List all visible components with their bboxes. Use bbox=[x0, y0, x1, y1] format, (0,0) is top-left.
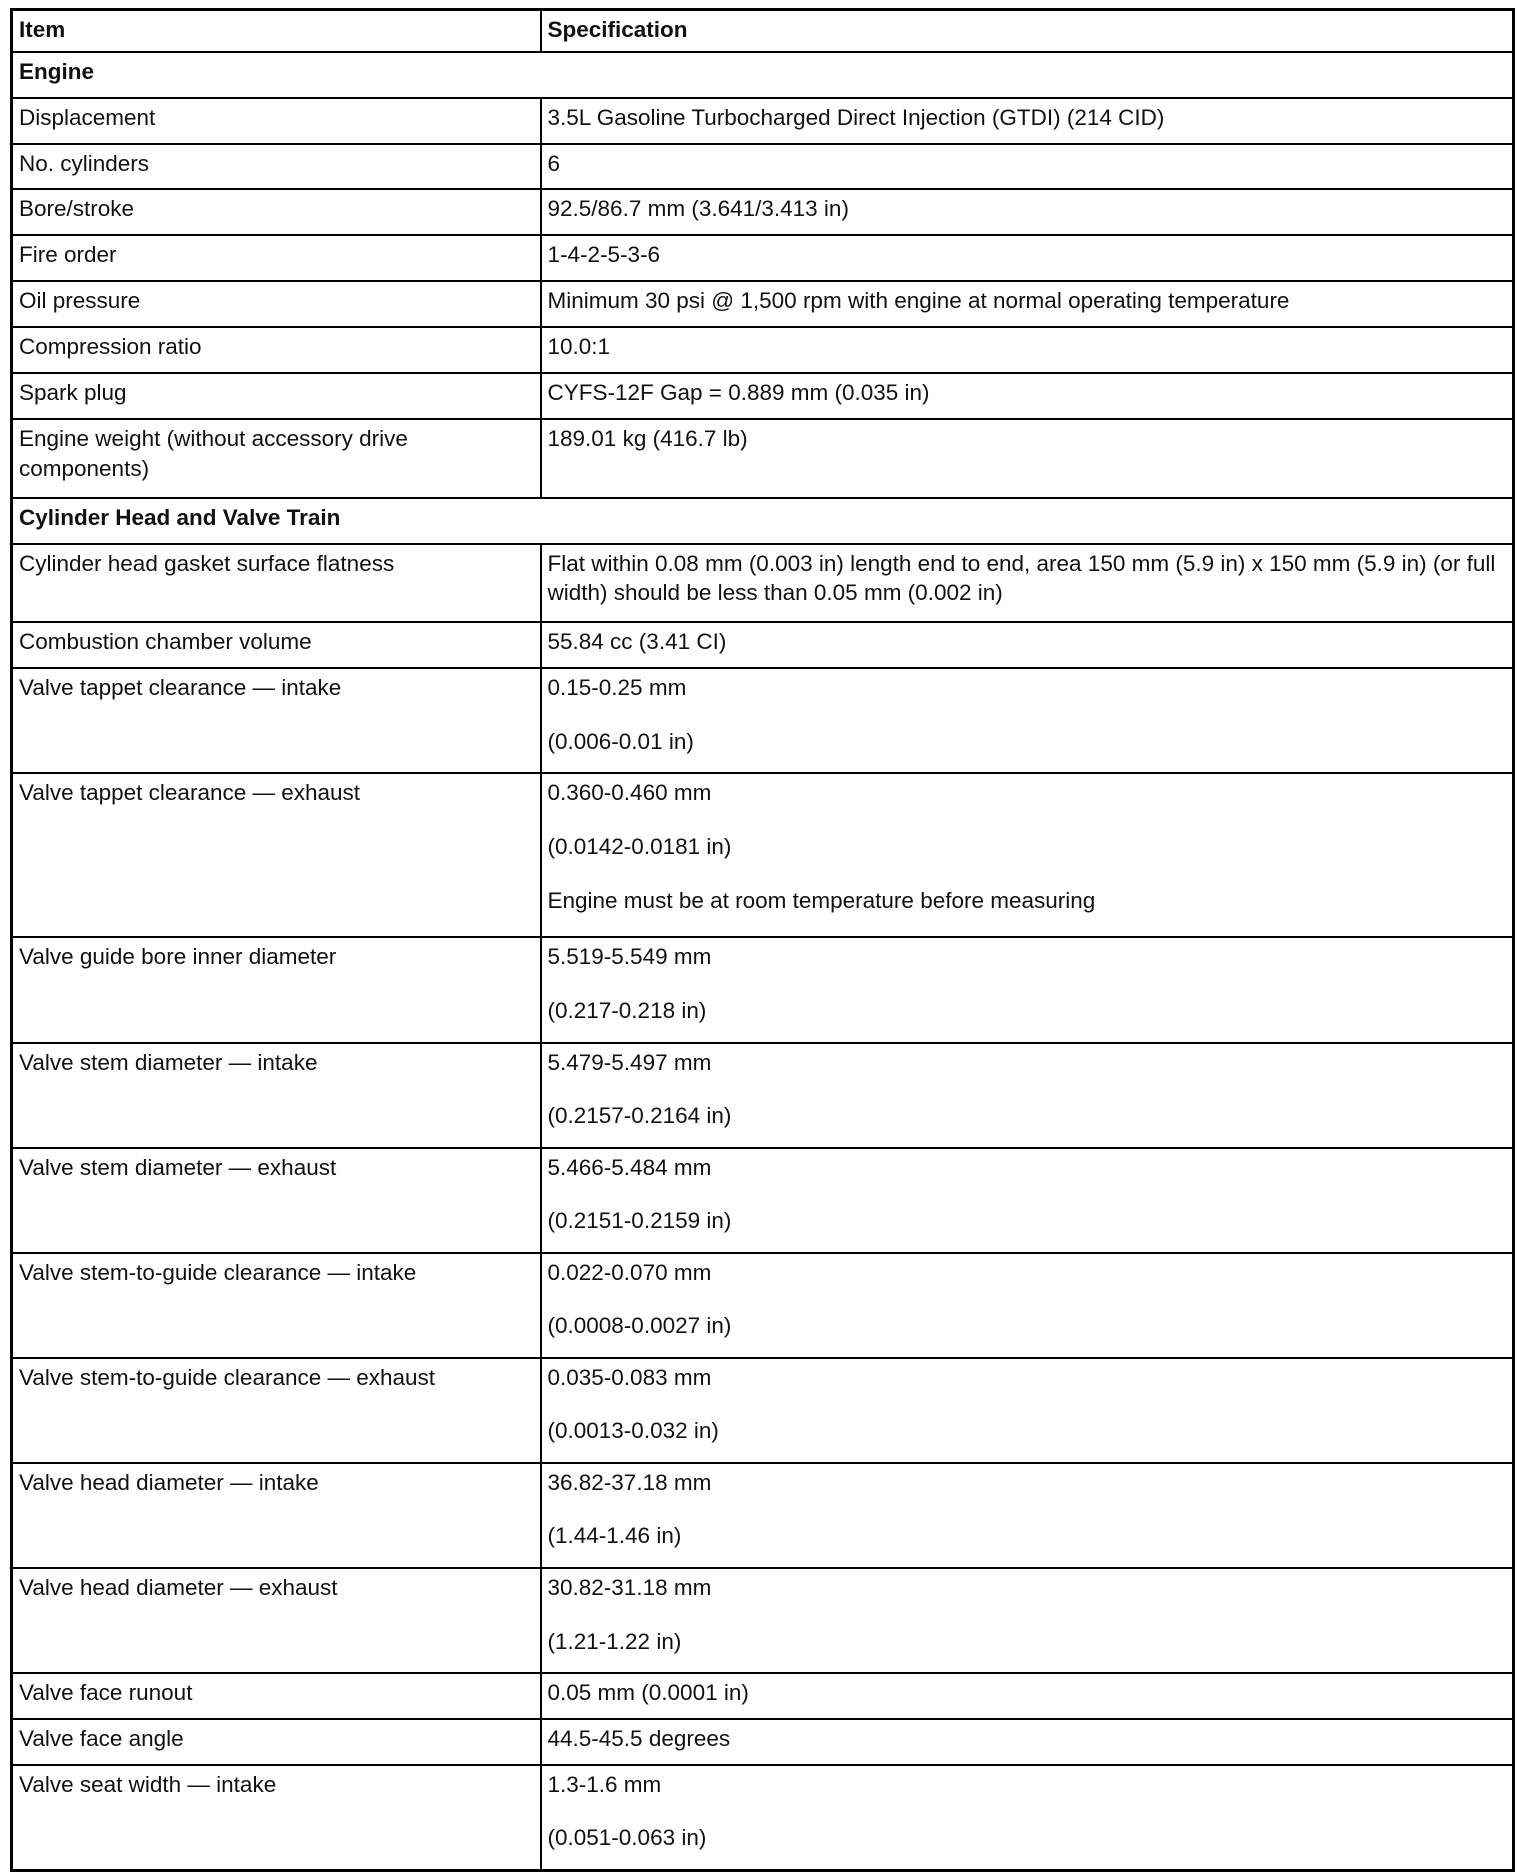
table-row bbox=[12, 937, 1514, 1042]
item-cell: Valve stem diameter — intake bbox=[12, 1043, 541, 1148]
specification-cell bbox=[541, 1568, 1514, 1673]
header-item: Item bbox=[12, 10, 541, 52]
spec-line: (0.2151-0.2159 in) bbox=[547, 1208, 732, 1234]
item-cell: Combustion chamber volume bbox=[12, 622, 541, 668]
header-row bbox=[12, 10, 1514, 52]
specification-cell bbox=[541, 668, 1514, 773]
spec-line: (0.217-0.218 in) bbox=[547, 998, 707, 1024]
spec-line: CYFS-12F Gap = 0.889 mm (0.035 in) bbox=[547, 380, 930, 406]
specification-cell bbox=[541, 189, 1514, 235]
specification-cell bbox=[541, 98, 1514, 144]
spec-line: Engine must be at room temperature before measuring bbox=[547, 887, 1096, 913]
table-row bbox=[12, 622, 1514, 668]
table-row bbox=[12, 1043, 1514, 1148]
specification-cell bbox=[541, 1043, 1514, 1148]
item-cell: Cylinder head gasket surface flatness bbox=[12, 544, 541, 623]
item-cell: Spark plug bbox=[12, 373, 541, 419]
item-cell: Engine weight (without accessory drive components) bbox=[12, 419, 541, 498]
item-cell: Valve head diameter — intake bbox=[12, 1463, 541, 1568]
item-cell: No. cylinders bbox=[12, 144, 541, 190]
spec-line: 5.479-5.497 mm bbox=[547, 1049, 712, 1075]
section-title: Engine bbox=[12, 52, 1514, 98]
spec-line: (1.21-1.22 in) bbox=[547, 1628, 682, 1654]
item-cell: Valve tappet clearance — intake bbox=[12, 668, 541, 773]
spec-line: 44.5-45.5 degrees bbox=[547, 1725, 731, 1751]
table-row bbox=[12, 281, 1514, 327]
spec-line: (0.051-0.063 in) bbox=[547, 1825, 707, 1851]
table-row bbox=[12, 235, 1514, 281]
specification-cell bbox=[541, 419, 1514, 498]
specification-cell bbox=[541, 1673, 1514, 1719]
table-row bbox=[12, 373, 1514, 419]
item-cell: Oil pressure bbox=[12, 281, 541, 327]
spec-line: 1.3-1.6 mm bbox=[547, 1771, 662, 1797]
item-cell: Valve face angle bbox=[12, 1719, 541, 1765]
item-cell: Valve guide bore inner diameter bbox=[12, 937, 541, 1042]
table-row bbox=[12, 1568, 1514, 1673]
spec-line: 0.035-0.083 mm bbox=[547, 1364, 712, 1390]
specification-cell bbox=[541, 1463, 1514, 1568]
spec-line: Minimum 30 psi @ 1,500 rpm with engine at normal operating temperature bbox=[547, 288, 1290, 314]
spec-line: (0.0013-0.032 in) bbox=[547, 1418, 719, 1444]
specification-cell bbox=[541, 1358, 1514, 1463]
spec-line: 1-4-2-5-3-6 bbox=[547, 242, 661, 268]
spec-line: 0.15-0.25 mm bbox=[547, 675, 687, 701]
spec-line: 30.82-31.18 mm bbox=[547, 1574, 712, 1600]
item-cell: Valve seat width — intake bbox=[12, 1765, 541, 1871]
table-row bbox=[12, 544, 1514, 623]
spec-line: 0.360-0.460 mm bbox=[547, 780, 712, 806]
spec-line: 6 bbox=[547, 150, 561, 176]
specification-cell bbox=[541, 622, 1514, 668]
spec-line: 0.022-0.070 mm bbox=[547, 1259, 712, 1285]
item-cell: Valve stem diameter — exhaust bbox=[12, 1148, 541, 1253]
spec-line: (0.2157-0.2164 in) bbox=[547, 1103, 732, 1129]
spec-line: 92.5/86.7 mm (3.641/3.413 in) bbox=[547, 196, 849, 222]
spec-line: (0.006-0.01 in) bbox=[547, 728, 694, 754]
spec-line: 3.5L Gasoline Turbocharged Direct Injection (GTDI) (214 CID) bbox=[547, 104, 1165, 130]
table-row bbox=[12, 1463, 1514, 1568]
specification-cell bbox=[541, 144, 1514, 190]
table-row bbox=[12, 1673, 1514, 1719]
item-cell: Valve stem-to-guide clearance — intake bbox=[12, 1253, 541, 1358]
item-cell: Valve head diameter — exhaust bbox=[12, 1568, 541, 1673]
item-cell: Valve face runout bbox=[12, 1673, 541, 1719]
spec-line: (1.44-1.46 in) bbox=[547, 1523, 682, 1549]
table-row bbox=[12, 327, 1514, 373]
specification-cell bbox=[541, 1253, 1514, 1358]
specification-cell bbox=[541, 327, 1514, 373]
spec-line: Flat within 0.08 mm (0.003 in) length end to end, area 150 mm (5.9 in) x 150 mm (5.9 in) (or full width) should be less than 0.05 mm (0.002 in) bbox=[547, 550, 1496, 606]
specification-cell bbox=[541, 544, 1514, 623]
table-row bbox=[12, 1719, 1514, 1765]
specification-table bbox=[10, 8, 1515, 1872]
specification-cell bbox=[541, 937, 1514, 1042]
table-row bbox=[12, 1148, 1514, 1253]
specification-cell bbox=[541, 1719, 1514, 1765]
table-row bbox=[12, 773, 1514, 937]
table-row bbox=[12, 668, 1514, 773]
specification-cell bbox=[541, 1765, 1514, 1871]
table-row bbox=[12, 1358, 1514, 1463]
spec-line: 189.01 kg (416.7 lb) bbox=[547, 426, 748, 452]
spec-line: (0.0142-0.0181 in) bbox=[547, 833, 732, 859]
specification-cell bbox=[541, 235, 1514, 281]
specification-cell bbox=[541, 373, 1514, 419]
item-cell: Valve tappet clearance — exhaust bbox=[12, 773, 541, 937]
table-row bbox=[12, 1765, 1514, 1871]
spec-line: 0.05 mm (0.0001 in) bbox=[547, 1679, 749, 1705]
item-cell: Compression ratio bbox=[12, 327, 541, 373]
table-body bbox=[12, 52, 1514, 1871]
section-title: Cylinder Head and Valve Train bbox=[12, 498, 1514, 544]
specification-cell bbox=[541, 281, 1514, 327]
item-cell: Fire order bbox=[12, 235, 541, 281]
item-cell: Bore/stroke bbox=[12, 189, 541, 235]
spec-line: 55.84 cc (3.41 CI) bbox=[547, 629, 727, 655]
item-cell: Valve stem-to-guide clearance — exhaust bbox=[12, 1358, 541, 1463]
section-header-row bbox=[12, 498, 1514, 544]
header-specification: Specification bbox=[541, 10, 1514, 52]
spec-line: 5.466-5.484 mm bbox=[547, 1154, 712, 1180]
table-row bbox=[12, 419, 1514, 498]
spec-line: 36.82-37.18 mm bbox=[547, 1469, 712, 1495]
specification-cell bbox=[541, 1148, 1514, 1253]
section-header-row bbox=[12, 52, 1514, 98]
spec-line: 5.519-5.549 mm bbox=[547, 944, 712, 970]
table-row bbox=[12, 1253, 1514, 1358]
spec-line: (0.0008-0.0027 in) bbox=[547, 1313, 732, 1339]
table-row bbox=[12, 189, 1514, 235]
spec-line: 10.0:1 bbox=[547, 334, 611, 360]
item-cell: Displacement bbox=[12, 98, 541, 144]
table-row bbox=[12, 98, 1514, 144]
table-row bbox=[12, 144, 1514, 190]
specification-cell bbox=[541, 773, 1514, 937]
